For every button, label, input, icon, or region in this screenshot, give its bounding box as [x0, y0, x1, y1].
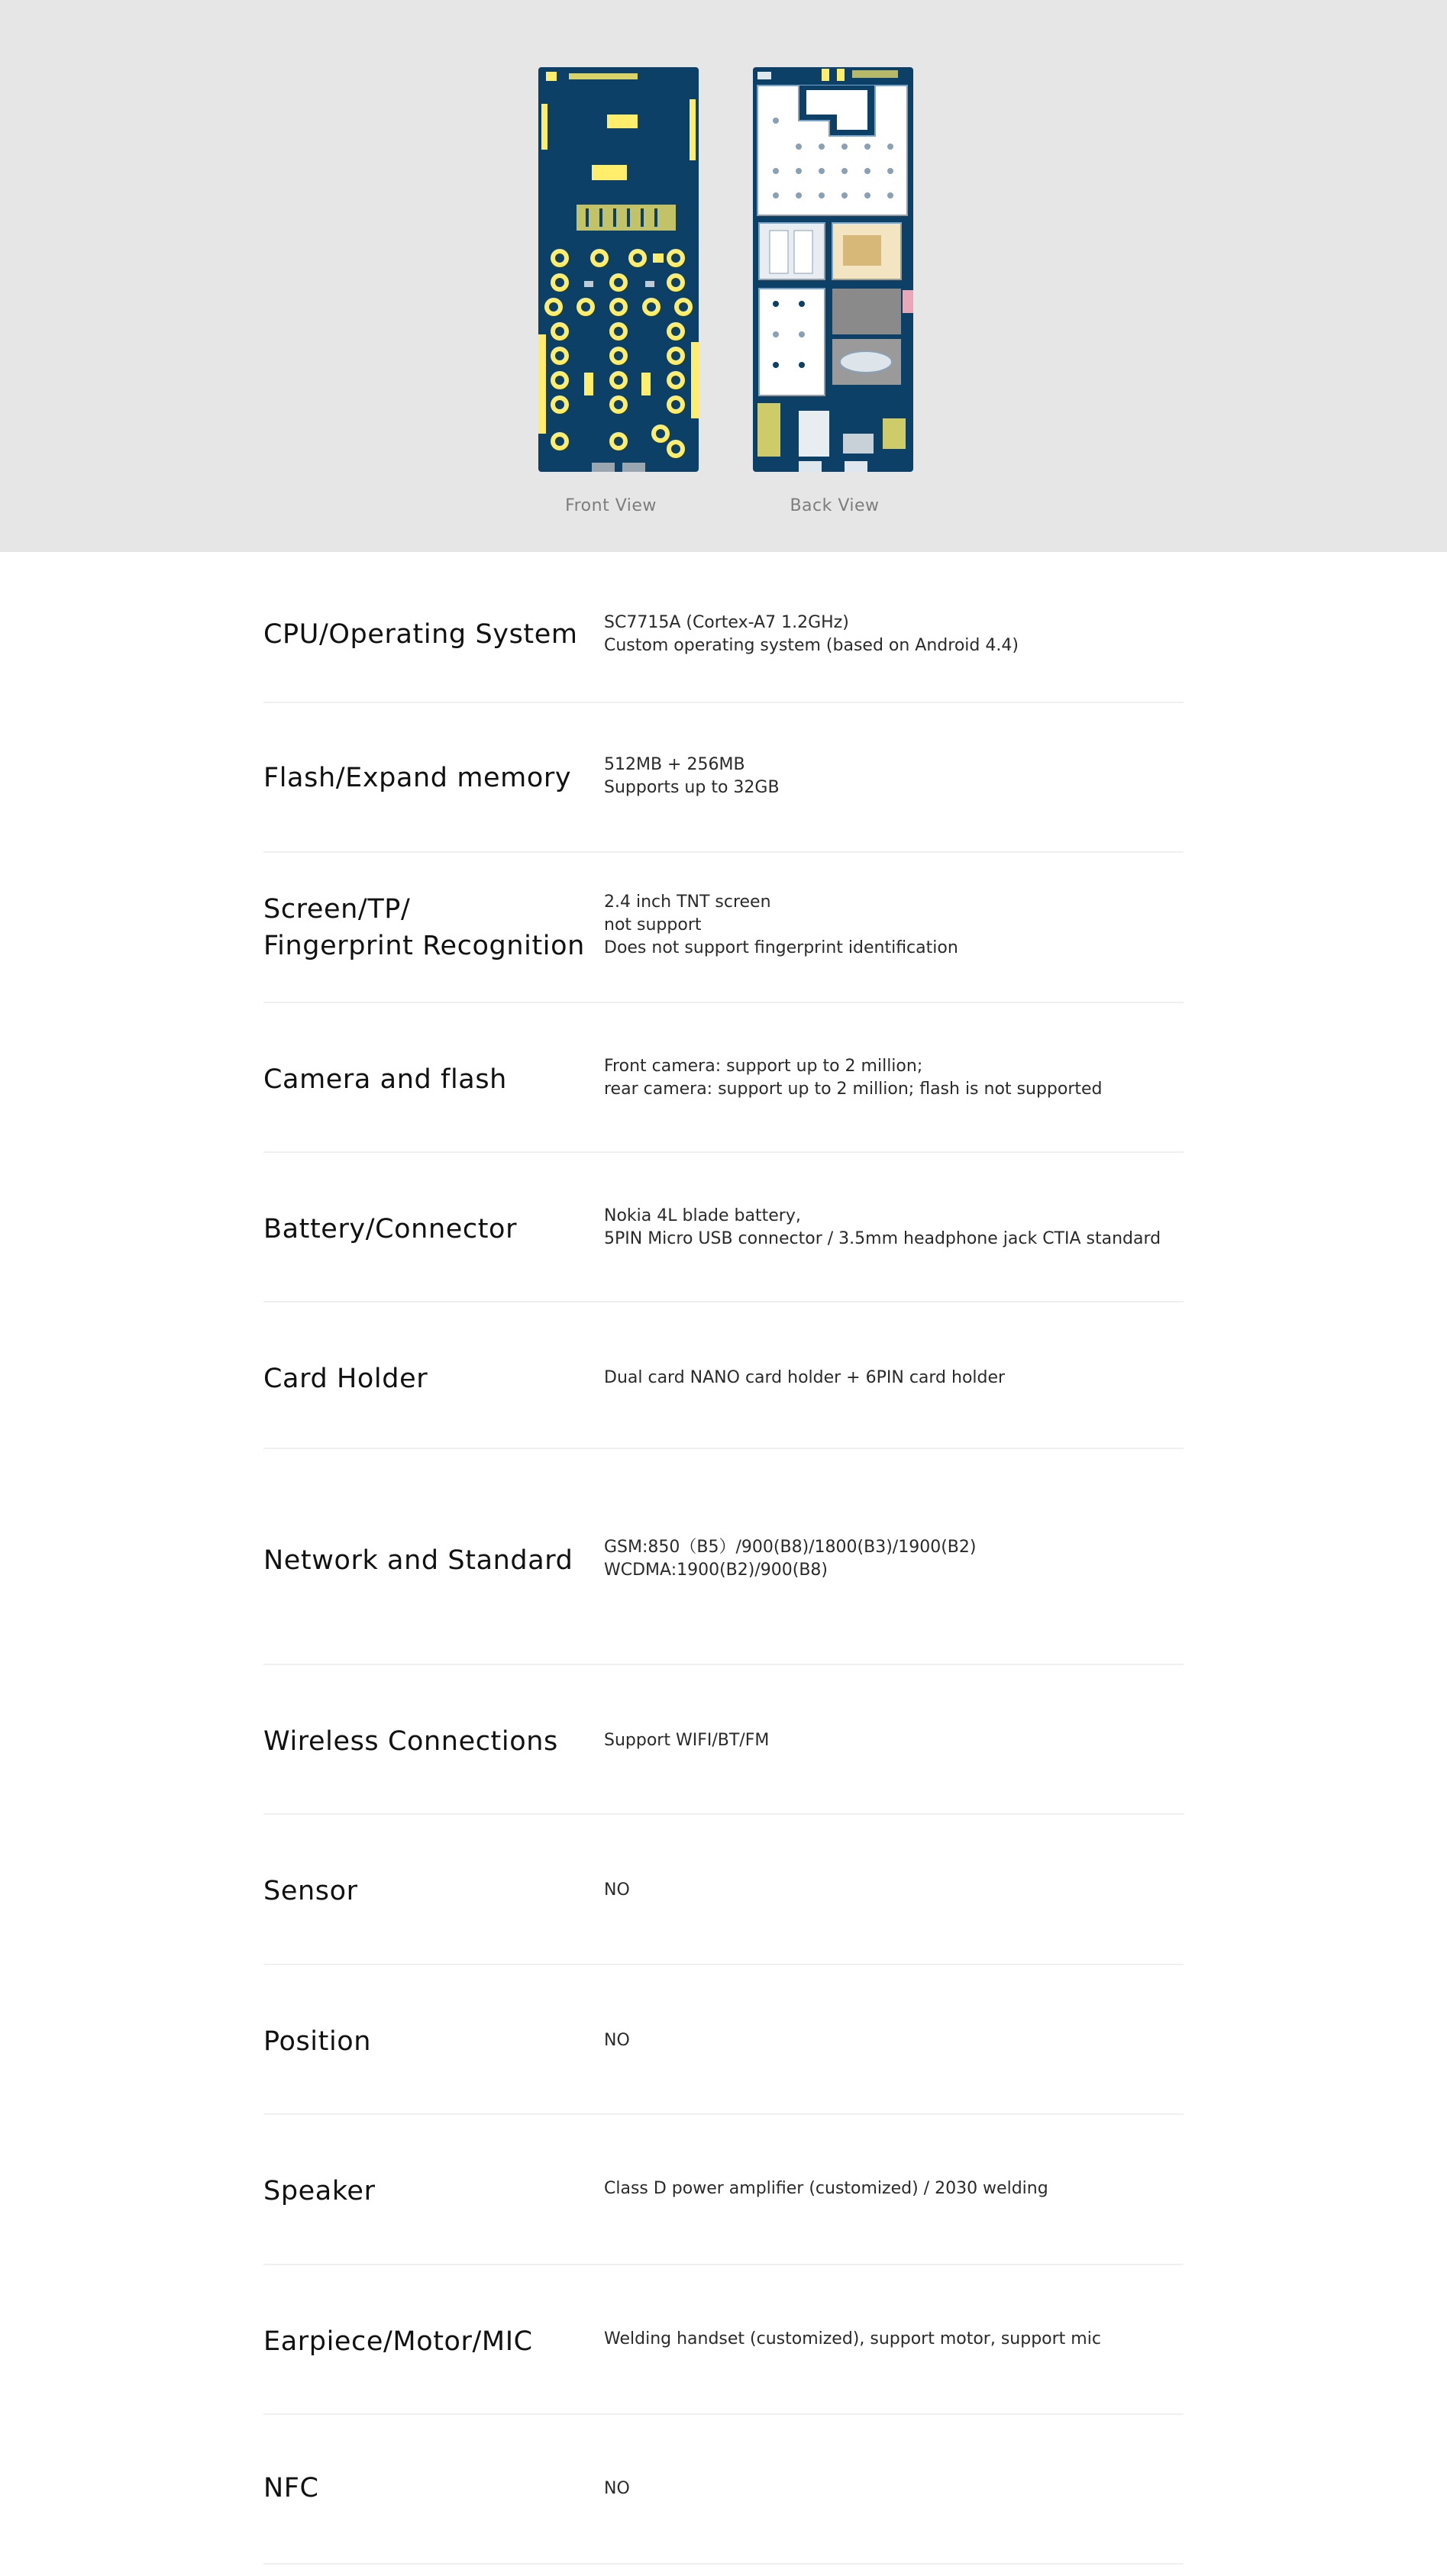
- spec-row-network: [263, 1451, 1184, 1665]
- spec-value: Welding handset (customized), support motor, support mic: [604, 2329, 1101, 2348]
- spec-value: 512MB + 256MB Supports up to 32GB: [604, 755, 780, 797]
- spec-label: Wireless Connections: [263, 1726, 558, 1757]
- spec-label: Position: [263, 2026, 372, 2057]
- spec-value: NO: [604, 1880, 630, 1900]
- spec-value: Support WIFI/BT/FM: [604, 1731, 770, 1750]
- spec-row-flash: [263, 702, 1184, 853]
- spec-label: Sensor: [263, 1876, 358, 1906]
- spec-row-sensor: [263, 1813, 1184, 1965]
- spec-value: Dual card NANO card holder + 6PIN card holder: [604, 1368, 1006, 1387]
- spec-label: Flash/Expand memory: [263, 763, 572, 793]
- spec-label: Earpiece/Motor/MIC: [263, 2326, 533, 2357]
- hero-section: [0, 0, 1447, 552]
- spec-row-wireless: [263, 1664, 1184, 1815]
- spec-value: SC7715A (Cortex-A7 1.2GHz) Custom operating system (based on Android 4.4): [604, 613, 1019, 655]
- front-board-image: [538, 67, 699, 472]
- spec-row-screen: [263, 851, 1184, 1003]
- spec-row-battery: [263, 1151, 1184, 1303]
- spec-label: Speaker: [263, 2176, 376, 2206]
- spec-label: NFC: [263, 2473, 319, 2503]
- spec-row-cpu: [263, 552, 1184, 703]
- spec-value: GSM:850（B5）/900(B8)/1800(B3)/1900(B2) WCDMA:1900(B2)/900(B8): [604, 1538, 977, 1580]
- spec-row-earpiece: [263, 2264, 1184, 2415]
- spec-value: Nokia 4L blade battery, 5PIN Micro USB connector / 3.5mm headphone jack CTIA standard: [604, 1206, 1161, 1248]
- spec-row-card-holder: [263, 1301, 1184, 1449]
- spec-label: Camera and flash: [263, 1064, 507, 1095]
- spec-label: CPU/Operating System: [263, 619, 578, 650]
- spec-value: Class D power amplifier (customized) / 2030 welding: [604, 2179, 1048, 2198]
- back-board-image: [753, 67, 913, 472]
- spec-label: Network and Standard: [263, 1545, 573, 1576]
- spec-label: Battery/Connector: [263, 1214, 518, 1244]
- spec-value: 2.4 inch TNT screen not support Does not support fingerprint identification: [604, 893, 958, 957]
- spec-value: Front camera: support up to 2 million; rear camera: support up to 2 million; flash is not supported: [604, 1057, 1103, 1099]
- spec-row-speaker: [263, 2113, 1184, 2265]
- spec-value: NO: [604, 2479, 630, 2498]
- spec-label: Screen/TP/ Fingerprint Recognition: [263, 894, 585, 961]
- spec-row-nfc: [263, 2413, 1184, 2565]
- spec-value: NO: [604, 2031, 630, 2050]
- spec-row-camera: [263, 1002, 1184, 1153]
- spec-row-position: [263, 1964, 1184, 2115]
- spec-label: Card Holder: [263, 1364, 428, 1394]
- front-view-label: Front View: [565, 496, 657, 515]
- back-view-label: Back View: [790, 496, 880, 515]
